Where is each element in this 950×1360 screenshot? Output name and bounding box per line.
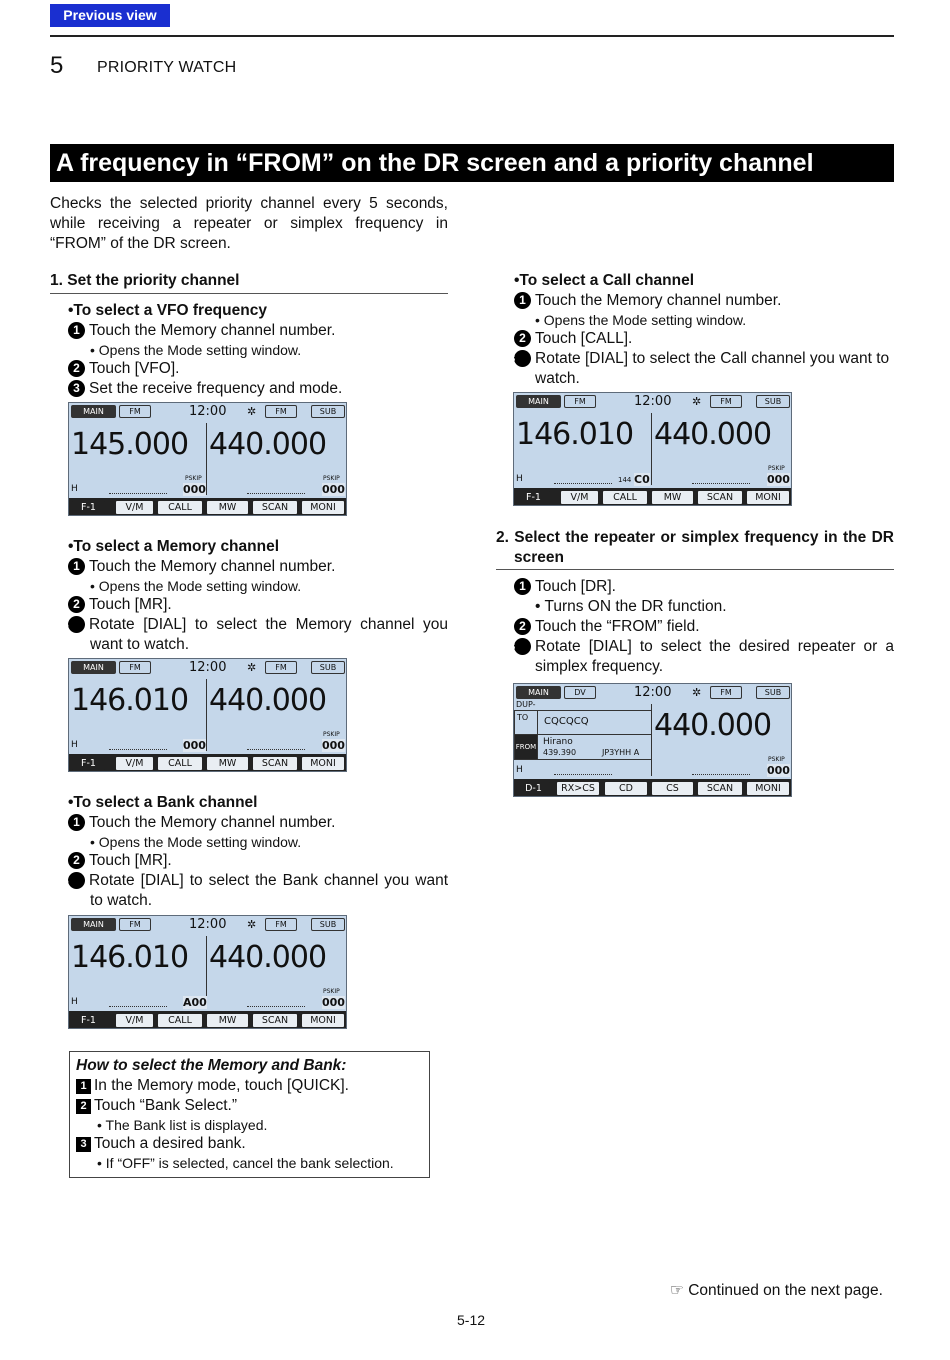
step-text: Touch the Memory channel number. xyxy=(89,814,336,831)
vfo-step-3 xyxy=(68,379,342,399)
cd-button[interactable]: CD xyxy=(604,781,648,796)
previous-view-button[interactable]: Previous view xyxy=(50,4,170,27)
f1-button[interactable]: F-1 xyxy=(71,756,106,771)
antenna-icon: ✲ xyxy=(692,686,702,699)
lcd-dr-screen xyxy=(513,683,792,797)
sub-frequency[interactable]: 440.000 xyxy=(209,683,327,718)
step-text: In the Memory mode, touch [QUICK]. xyxy=(94,1077,349,1094)
section1-rule xyxy=(50,293,448,294)
memory-step-2 xyxy=(68,595,172,615)
main-badge: MAIN xyxy=(71,405,116,418)
rx-cs-button[interactable]: RX>CS xyxy=(556,781,600,796)
step-text: Rotate [DIAL] to select the Bank channel you want to watch. xyxy=(89,872,448,909)
sub-frequency[interactable]: 440.000 xyxy=(654,417,772,452)
step-number: 1 xyxy=(514,292,531,309)
s-meter xyxy=(692,774,750,775)
power-indicator: H xyxy=(71,484,78,494)
info-step-3 xyxy=(76,1134,423,1154)
info-step-3-note: • If “OFF” is selected, cancel the bank selection. xyxy=(97,1155,394,1171)
sub-frequency[interactable]: 440.000 xyxy=(209,940,327,975)
step-text: Touch the Memory channel number. xyxy=(89,322,336,339)
memory-channel[interactable]: 000 xyxy=(183,483,206,496)
mode-badge: FM xyxy=(710,686,742,699)
step-text: Touch a desired bank. xyxy=(94,1135,246,1152)
vfo-step-1-note: • Opens the Mode setting window. xyxy=(90,342,302,358)
mw-button[interactable]: MW xyxy=(206,500,249,515)
call-button[interactable]: CALL xyxy=(602,490,648,505)
step-text: Touch the Memory channel number. xyxy=(89,558,336,575)
step-number: 3 xyxy=(76,1137,91,1152)
step-number: 3 xyxy=(68,616,85,633)
main-frequency[interactable]: 146.010 xyxy=(71,683,189,718)
call-step-1 xyxy=(514,291,781,311)
section-banner: A frequency in “FROM” on the DR screen and a priority channel xyxy=(50,144,894,182)
call-channel[interactable]: C0 xyxy=(634,473,650,486)
page-number: 5-12 xyxy=(457,1312,486,1328)
s-meter xyxy=(247,1006,305,1007)
mode-badge: FM xyxy=(119,405,151,418)
clock: 12:00 xyxy=(634,685,672,700)
dr-step-1-note: • Turns ON the DR function. xyxy=(535,598,727,615)
mode-badge: FM xyxy=(119,918,151,931)
lcd-memory-screen xyxy=(68,658,347,772)
step-number: 3 xyxy=(68,872,85,889)
mode-badge: FM xyxy=(564,395,596,408)
memory-subheading: •To select a Memory channel xyxy=(68,538,280,555)
duplex-indicator: DUP- xyxy=(516,700,536,709)
band-divider xyxy=(206,423,207,495)
step-number: 1 xyxy=(68,322,85,339)
lcd-bank-screen xyxy=(68,915,347,1029)
pskip-label: PSKIP xyxy=(768,465,785,472)
from-field[interactable] xyxy=(537,734,652,760)
intro-paragraph: Checks the selected priority channel every 5 seconds, while receiving a repeater or simplex frequency in “FROM” of the DR screen. xyxy=(50,195,448,252)
memory-channel[interactable]: 000 xyxy=(767,764,790,777)
step-number: 2 xyxy=(514,330,531,347)
power-indicator: H xyxy=(516,765,523,775)
band-divider xyxy=(651,704,652,776)
bank-step-2 xyxy=(68,851,172,871)
step-text: Rotate [DIAL] to select the Call channel you want to watch. xyxy=(535,350,890,387)
scan-button[interactable]: SCAN xyxy=(252,500,298,515)
memory-channel[interactable]: 000 xyxy=(322,739,345,752)
mode-badge: DV xyxy=(564,686,596,699)
step-text: Rotate [DIAL] to select the Memory channel you want to watch. xyxy=(89,616,448,653)
mode-badge: FM xyxy=(265,405,297,418)
f1-button[interactable]: F-1 xyxy=(71,500,106,515)
to-field[interactable]: CQCQCQ xyxy=(537,710,652,735)
main-frequency[interactable]: 145.000 xyxy=(71,427,189,462)
step-number: 1 xyxy=(514,578,531,595)
vm-button[interactable]: V/M xyxy=(115,1013,154,1028)
bank-step-1-note: • Opens the Mode setting window. xyxy=(90,834,302,850)
clock: 12:00 xyxy=(189,660,227,675)
memory-channel[interactable]: 000 xyxy=(183,739,206,752)
step-text: Touch the Memory channel number. xyxy=(535,292,782,309)
main-frequency[interactable]: 146.010 xyxy=(71,940,189,975)
power-indicator: H xyxy=(516,474,523,484)
step-text: Rotate [DIAL] to select the desired repeater or a simplex frequency. xyxy=(535,638,894,675)
chapter-number: 5 xyxy=(50,52,64,79)
header-rule xyxy=(50,35,894,37)
main-badge: MAIN xyxy=(71,918,116,931)
call-step-1-note: • Opens the Mode setting window. xyxy=(535,312,747,328)
clock: 12:00 xyxy=(189,404,227,419)
antenna-icon: ✲ xyxy=(247,918,257,931)
d1-button[interactable]: D-1 xyxy=(516,781,551,796)
step-number: 2 xyxy=(68,360,85,377)
f1-button[interactable]: F-1 xyxy=(516,490,551,505)
chapter-title: PRIORITY WATCH xyxy=(97,59,237,76)
s-meter xyxy=(692,483,750,484)
mode-badge: FM xyxy=(119,661,151,674)
memory-channel[interactable]: 000 xyxy=(767,473,790,486)
info-step-1 xyxy=(76,1076,423,1096)
mode-badge: FM xyxy=(265,661,297,674)
sub-badge: SUB xyxy=(311,661,345,674)
step-text: Touch [CALL]. xyxy=(535,330,633,347)
step-number: 2 xyxy=(76,1099,91,1114)
bank-channel[interactable]: A00 xyxy=(183,996,207,1009)
vm-button[interactable]: V/M xyxy=(115,756,154,771)
lcd-call-screen xyxy=(513,392,792,506)
mw-button[interactable]: MW xyxy=(651,490,694,505)
step-text: Touch [VFO]. xyxy=(89,360,180,377)
pskip-label: PSKIP xyxy=(185,475,202,482)
step-number: 3 xyxy=(514,638,531,655)
call-button[interactable]: CALL xyxy=(157,500,203,515)
step-text: Touch the “FROM” field. xyxy=(535,618,700,635)
sub-frequency[interactable]: 440.000 xyxy=(209,427,327,462)
main-badge: MAIN xyxy=(71,661,116,674)
sub-frequency[interactable]: 440.000 xyxy=(654,708,772,743)
step-text: Touch “Bank Select.” xyxy=(94,1097,238,1114)
step-number: 3 xyxy=(514,350,531,367)
bank-subheading: •To select a Bank channel xyxy=(68,794,258,811)
cs-button[interactable]: CS xyxy=(651,781,694,796)
step-text: Touch [MR]. xyxy=(89,852,172,869)
moni-button[interactable]: MONI xyxy=(301,500,345,515)
info-step-2 xyxy=(76,1096,423,1116)
step-number: 1 xyxy=(68,558,85,575)
power-indicator: H xyxy=(71,740,78,750)
power-indicator: H xyxy=(71,997,78,1007)
step-number: 1 xyxy=(68,814,85,831)
pskip-label: PSKIP xyxy=(323,731,340,738)
s-meter xyxy=(109,493,167,494)
scan-button[interactable]: SCAN xyxy=(697,490,743,505)
vfo-step-1 xyxy=(68,321,335,341)
info-box-title: How to select the Memory and Bank: xyxy=(76,1057,347,1074)
call-subheading: •To select a Call channel xyxy=(514,272,695,289)
s-meter xyxy=(109,1006,167,1007)
info-step-2-note: • The Bank list is displayed. xyxy=(97,1117,268,1133)
step-text: Touch [DR]. xyxy=(535,578,616,595)
antenna-icon: ✲ xyxy=(247,405,257,418)
memory-channel[interactable]: 000 xyxy=(322,996,345,1009)
sub-badge: SUB xyxy=(311,918,345,931)
pskip-label: PSKIP xyxy=(768,756,785,763)
call-button[interactable]: CALL xyxy=(157,756,203,771)
moni-button[interactable]: MONI xyxy=(746,490,790,505)
dr-step-1 xyxy=(514,577,616,597)
step-number: 2 xyxy=(68,596,85,613)
bank-step-1 xyxy=(68,813,335,833)
memory-step-1 xyxy=(68,557,335,577)
step-text: Touch [MR]. xyxy=(89,596,172,613)
sub-badge: SUB xyxy=(311,405,345,418)
moni-button[interactable]: MONI xyxy=(746,781,790,796)
band-divider xyxy=(206,679,207,751)
moni-button[interactable]: MONI xyxy=(301,756,345,771)
memory-step-3 xyxy=(62,615,448,655)
call-step-2 xyxy=(514,329,632,349)
lcd-vfo-screen xyxy=(68,402,347,516)
vfo-subheading: •To select a VFO frequency xyxy=(68,302,267,319)
section2-rule xyxy=(496,569,894,570)
section2-heading: 2. Select the repeater or simplex frequency in the DR screen xyxy=(496,529,894,566)
vm-button[interactable]: V/M xyxy=(115,500,154,515)
s-meter xyxy=(554,483,612,484)
memory-channel[interactable]: 000 xyxy=(322,483,345,496)
memory-bank-info-box xyxy=(69,1051,430,1178)
s-meter xyxy=(109,749,167,750)
main-badge: MAIN xyxy=(516,395,561,408)
main-badge: MAIN xyxy=(516,686,561,699)
dr-step-3 xyxy=(508,637,894,677)
bank-step-3 xyxy=(62,871,448,911)
memory-step-1-note: • Opens the Mode setting window. xyxy=(90,578,302,594)
mw-button[interactable]: MW xyxy=(206,756,249,771)
dr-step-2 xyxy=(514,617,700,637)
step-number: 2 xyxy=(68,852,85,869)
scan-button[interactable]: SCAN xyxy=(697,781,743,796)
main-frequency[interactable]: 146.010 xyxy=(516,417,634,452)
clock: 12:00 xyxy=(189,917,227,932)
pskip-label: PSKIP xyxy=(323,988,340,995)
s-meter xyxy=(247,493,305,494)
continued-note: ☞ Continued on the next page. xyxy=(670,1282,883,1299)
from-repeater-callsign: JP3YHH A xyxy=(602,748,640,757)
antenna-icon: ✲ xyxy=(692,395,702,408)
f1-button[interactable]: F-1 xyxy=(71,1013,106,1028)
from-label: FROM xyxy=(514,734,538,760)
vfo-step-2 xyxy=(68,359,179,379)
call-button[interactable]: CALL xyxy=(157,1013,203,1028)
step-number: 2 xyxy=(514,618,531,635)
step-number: 1 xyxy=(76,1079,91,1094)
s-meter xyxy=(554,774,612,775)
mw-button[interactable]: MW xyxy=(206,1013,249,1028)
vm-button[interactable]: V/M xyxy=(560,490,599,505)
from-repeater-name: Hirano xyxy=(543,737,573,747)
scan-button[interactable]: SCAN xyxy=(252,756,298,771)
clock: 12:00 xyxy=(634,394,672,409)
sub-badge: SUB xyxy=(756,686,790,699)
call-band-tag: 144 xyxy=(618,476,632,484)
call-step-3 xyxy=(508,349,894,389)
step-text: Set the receive frequency and mode. xyxy=(89,380,343,397)
step-number: 3 xyxy=(68,380,85,397)
mode-badge: FM xyxy=(265,918,297,931)
pskip-label: PSKIP xyxy=(323,475,340,482)
sub-badge: SUB xyxy=(756,395,790,408)
moni-button[interactable]: MONI xyxy=(301,1013,345,1028)
mode-badge: FM xyxy=(710,395,742,408)
from-repeater-frequency: 439.390 xyxy=(543,748,577,757)
scan-button[interactable]: SCAN xyxy=(252,1013,298,1028)
band-divider xyxy=(651,413,652,485)
s-meter xyxy=(247,749,305,750)
to-label: TO xyxy=(514,710,538,735)
antenna-icon: ✲ xyxy=(247,661,257,674)
section1-heading: 1. Set the priority channel xyxy=(50,272,240,289)
